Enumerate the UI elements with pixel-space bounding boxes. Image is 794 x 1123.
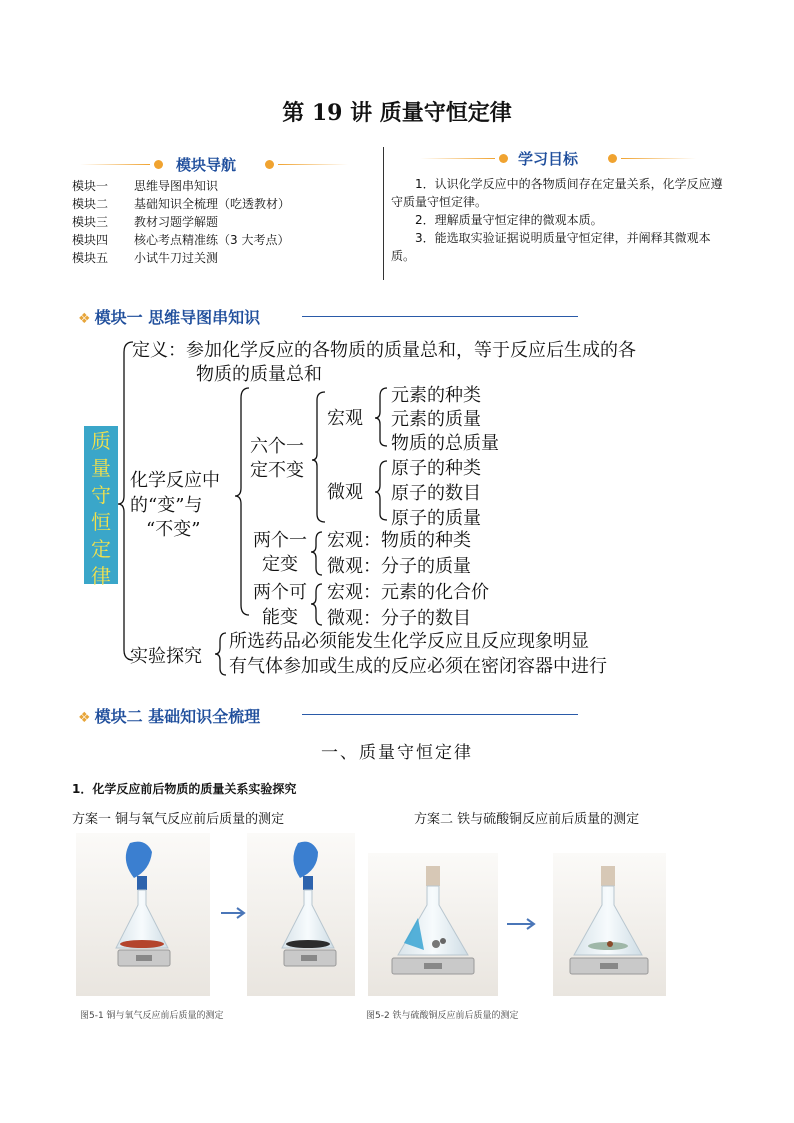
change-label-1: 化学反应中: [130, 470, 220, 491]
definition-line2: 物质的质量总和: [196, 364, 322, 385]
six-label-1: 六个一: [250, 436, 304, 457]
change-label-2: 的“变”与: [130, 495, 203, 516]
two-may-macro: 宏观：元素的化合价: [327, 582, 489, 603]
goal-item: 1．认识化学反应中的各物质间存在定量关系，化学反应遵守质量守恒定律。: [391, 177, 723, 209]
mindmap-root: 质 量 守 恒 定 律: [84, 426, 118, 584]
micro-item: 原子的质量: [391, 508, 481, 529]
figure-caption-2: 图5-2 铁与硫酸铜反应前后质量的测定: [366, 1011, 519, 1021]
nav-item[interactable]: 模块三 教材习题学解题: [72, 215, 219, 229]
exp-label: 实验探究: [130, 646, 202, 667]
nav-item[interactable]: 模块四 核心考点精准练（3 大考点）: [72, 233, 290, 247]
two-must-macro: 宏观：物质的种类: [327, 530, 471, 551]
photo-copper-after: [247, 833, 355, 996]
exp-line2: 有气体参加或生成的反应必须在密闭容器中进行: [229, 656, 607, 677]
goals-header: 学习目标: [518, 150, 579, 168]
two-must-label-2: 定变: [262, 554, 298, 575]
change-label-3: “不变”: [146, 519, 201, 540]
micro-item: 原子的种类: [391, 458, 481, 479]
plan-2: 方案二 铁与硫酸铜反应前后质量的测定: [414, 812, 640, 827]
subsection-1: 1．化学反应前后物质的质量关系实验探究: [72, 782, 297, 796]
goal-item: 3．能选取实验证据说明质量守恒定律，并阐释其微观本质。: [391, 231, 711, 263]
two-may-label-2: 能变: [262, 607, 298, 628]
micro-item: 原子的数目: [391, 483, 481, 504]
two-must-label-1: 两个一: [253, 530, 307, 551]
arrow-icon: [507, 919, 534, 929]
section-title: 一、质量守恒定律: [321, 743, 473, 763]
macro-label: 宏观: [327, 408, 363, 429]
arrow-icon: [221, 908, 244, 918]
page-title: 第 19 讲 质量守恒定律: [282, 100, 512, 126]
diamond-icon: ❖: [78, 710, 91, 726]
six-label-2: 定不变: [250, 460, 304, 481]
two-may-label-1: 两个可: [253, 582, 307, 603]
definition-line1: 定义：参加化学反应的各物质的质量总和，等于反应后生成的各: [132, 340, 636, 361]
nav-item[interactable]: 模块二 基础知识全梳理（吃透教材）: [72, 197, 291, 211]
macro-item: 元素的种类: [391, 385, 481, 406]
photo-iron-before: [368, 853, 498, 996]
plan-1: 方案一 铜与氧气反应前后质量的测定: [72, 812, 285, 827]
photo-copper-before: [76, 833, 210, 996]
nav-item[interactable]: 模块一 思维导图串知识: [72, 179, 219, 193]
macro-item: 元素的质量: [391, 409, 481, 430]
two-may-micro: 微观：分子的数目: [327, 608, 471, 629]
macro-item: 物质的总质量: [391, 433, 499, 454]
two-must-micro: 微观：分子的质量: [327, 556, 471, 577]
figure-caption-1: 图5-1 铜与氧气反应前后质量的测定: [80, 1011, 224, 1021]
nav-header: 模块导航: [176, 156, 237, 174]
module2-heading: ❖ 模块二 基础知识全梳理: [78, 707, 261, 726]
module1-heading: ❖ 模块一 思维导图串知识: [78, 308, 261, 327]
diamond-icon: ❖: [78, 311, 91, 327]
photo-iron-after: [553, 853, 666, 996]
nav-item[interactable]: 模块五 小试牛刀过关测: [72, 251, 219, 265]
micro-label: 微观: [327, 482, 363, 503]
exp-line1: 所选药品必须能发生化学反应且反应现象明显: [229, 631, 589, 652]
goal-item: 2．理解质量守恒定律的微观本质。: [415, 213, 603, 227]
